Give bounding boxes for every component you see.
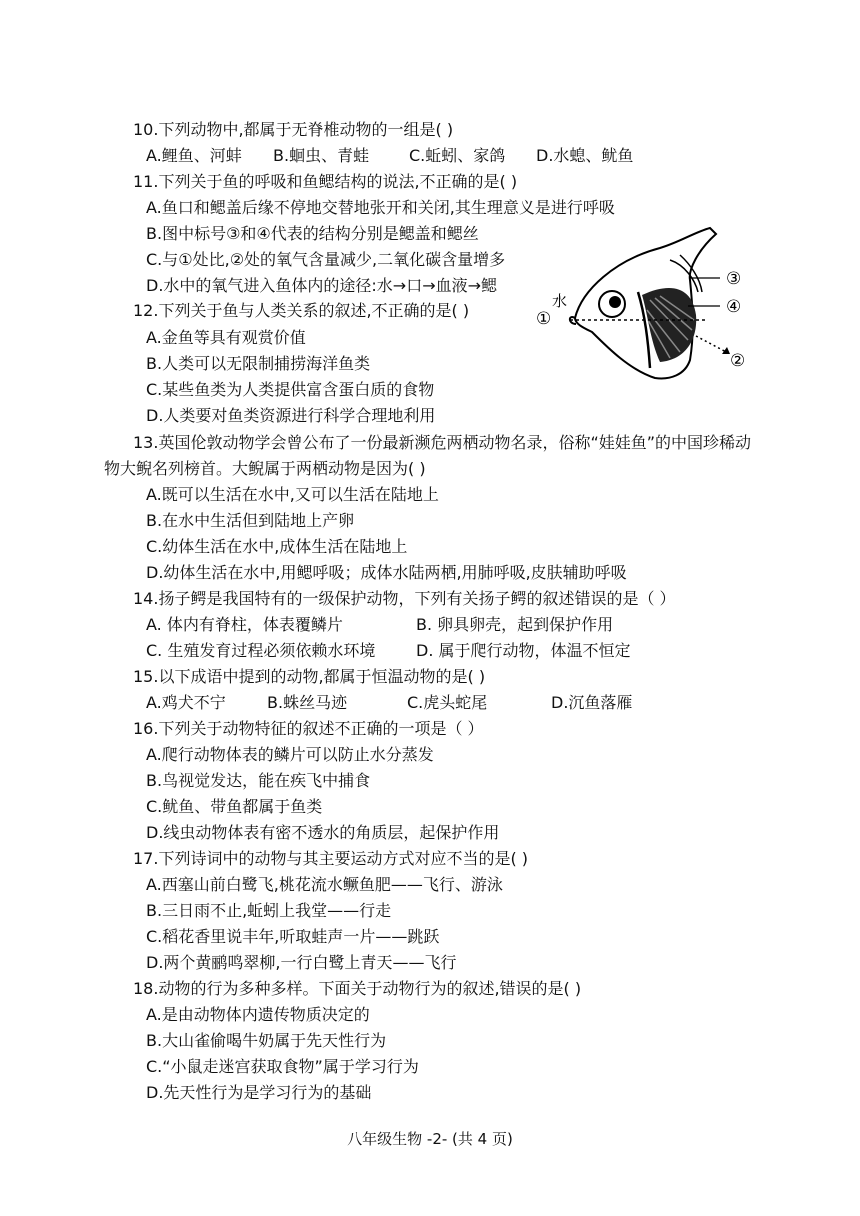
option-c: C.蚯蚓、家鸽 <box>409 146 506 165</box>
question-18-option-a: A.是由动物体内遗传物质决定的 <box>146 1005 370 1024</box>
fish-gill-diagram <box>520 220 790 385</box>
option-a: A.鲤鱼、河蚌 <box>146 146 242 165</box>
question-12-stem: 12.下列关于鱼与人类关系的叙述,不正确的是( ) <box>133 301 470 320</box>
option-b: B. 卵具卵壳，起到保护作用 <box>416 615 614 634</box>
question-13-option-d: D.幼体生活在水中,用鳃呼吸；成体水陆两栖,用肺呼吸,皮肤辅助呼吸 <box>146 563 627 582</box>
question-16-option-b: B.鸟视觉发达，能在疾飞中捕食 <box>146 771 371 790</box>
option-d: D.沉鱼落雁 <box>551 693 633 712</box>
question-14-stem: 14.扬子鳄是我国特有的一级保护动物，下列有关扬子鳄的叙述错误的是（ ） <box>133 589 676 608</box>
question-13-stem-line1: 13.英国伦敦动物学会曾公布了一份最新濒危两栖动物名录，俗称“娃娃鱼”的中国珍稀动 <box>133 433 752 452</box>
label-2: ② <box>730 351 746 371</box>
question-12-option-c: C.某些鱼类为人类提供富含蛋白质的食物 <box>146 380 435 399</box>
question-11-option-d: D.水中的氧气进入鱼体内的途径:水→口→血液→鳃 <box>146 276 498 295</box>
question-17-option-b: B.三日雨不止,蚯蚓上我堂——行走 <box>146 901 392 920</box>
option-c: C.虎头蛇尾 <box>407 693 488 712</box>
question-10-options <box>146 145 706 167</box>
question-11-option-a: A.鱼口和鳃盖后缘不停地交替地张开和关闭,其生理意义是进行呼吸 <box>146 198 615 217</box>
question-10-stem: 10.下列动物中,都属于无脊椎动物的一组是( ) <box>133 120 454 139</box>
label-3: ③ <box>726 269 742 289</box>
question-12-option-d: D.人类要对鱼类资源进行科学合理地利用 <box>146 406 436 425</box>
question-11-option-c: C.与①处比,②处的氧气含量减少,二氧化碳含量增多 <box>146 250 506 269</box>
question-11-option-b: B.图中标号③和④代表的结构分别是鳃盖和鳃丝 <box>146 224 479 243</box>
option-b: B.蛛丝马迹 <box>267 693 348 712</box>
question-18-option-d: D.先天性行为是学习行为的基础 <box>146 1083 372 1102</box>
question-14-options-row1 <box>146 614 706 636</box>
question-17-option-a: A.西塞山前白鹭飞,桃花流水鳜鱼肥——飞行、游泳 <box>146 875 503 894</box>
water-label: 水 <box>552 292 568 310</box>
question-17-stem: 17.下列诗词中的动物与其主要运动方式对应不当的是( ) <box>133 849 529 868</box>
option-a: A. 体内有脊柱，体表覆鳞片 <box>146 615 343 634</box>
question-15-options <box>146 692 706 714</box>
question-16-option-d: D.线虫动物体表有密不透水的角质层，起保护作用 <box>146 823 500 842</box>
question-12-option-a: A.金鱼等具有观赏价值 <box>146 328 306 347</box>
question-16-stem: 16.下列关于动物特征的叙述不正确的一项是（ ） <box>133 719 484 738</box>
question-13-option-a: A.既可以生活在水中,又可以生活在陆地上 <box>146 485 439 504</box>
question-18-option-c: C.“小鼠走迷宫获取食物”属于学习行为 <box>146 1057 419 1076</box>
question-11-stem: 11.下列关于鱼的呼吸和鱼鳃结构的说法,不正确的是( ) <box>133 172 518 191</box>
question-16-option-a: A.爬行动物体表的鳞片可以防止水分蒸发 <box>146 745 434 764</box>
question-18-stem: 18.动物的行为多种多样。下面关于动物行为的叙述,错误的是( ) <box>133 979 582 998</box>
option-a: A.鸡犬不宁 <box>146 693 226 712</box>
question-14-options-row2 <box>146 640 706 662</box>
option-c: C. 生殖发育过程必须依赖水环境 <box>146 641 376 660</box>
question-16-option-c: C.鱿鱼、带鱼都属于鱼类 <box>146 797 323 816</box>
question-12-option-b: B.人类可以无限制捕捞海洋鱼类 <box>146 354 371 373</box>
question-13-stem-line2: 物大鲵名列榜首。大鲵属于两栖动物是因为( ) <box>104 459 426 478</box>
question-17-option-c: C.稻花香里说丰年,听取蛙声一片——跳跃 <box>146 927 440 946</box>
option-d: D.水螅、鱿鱼 <box>536 146 634 165</box>
page-footer: 八年级生物 -2- (共 4 页) <box>347 1130 513 1148</box>
question-13-option-b: B.在水中生活但到陆地上产卵 <box>146 511 355 530</box>
fish-pupil <box>609 296 621 308</box>
question-17-option-d: D.两个黄鹂鸣翠柳,一行白鹭上青天——飞行 <box>146 953 457 972</box>
question-15-stem: 15.以下成语中提到的动物,都属于恒温动物的是( ) <box>133 667 486 686</box>
question-18-option-b: B.大山雀偷喝牛奶属于先天性行为 <box>146 1031 387 1050</box>
label-1: ① <box>536 309 552 329</box>
option-d: D. 属于爬行动物，体温不恒定 <box>416 641 631 660</box>
label-4: ④ <box>726 297 742 317</box>
question-13-option-c: C.幼体生活在水中,成体生活在陆地上 <box>146 537 408 556</box>
option-b: B.蛔虫、青蛙 <box>273 146 370 165</box>
